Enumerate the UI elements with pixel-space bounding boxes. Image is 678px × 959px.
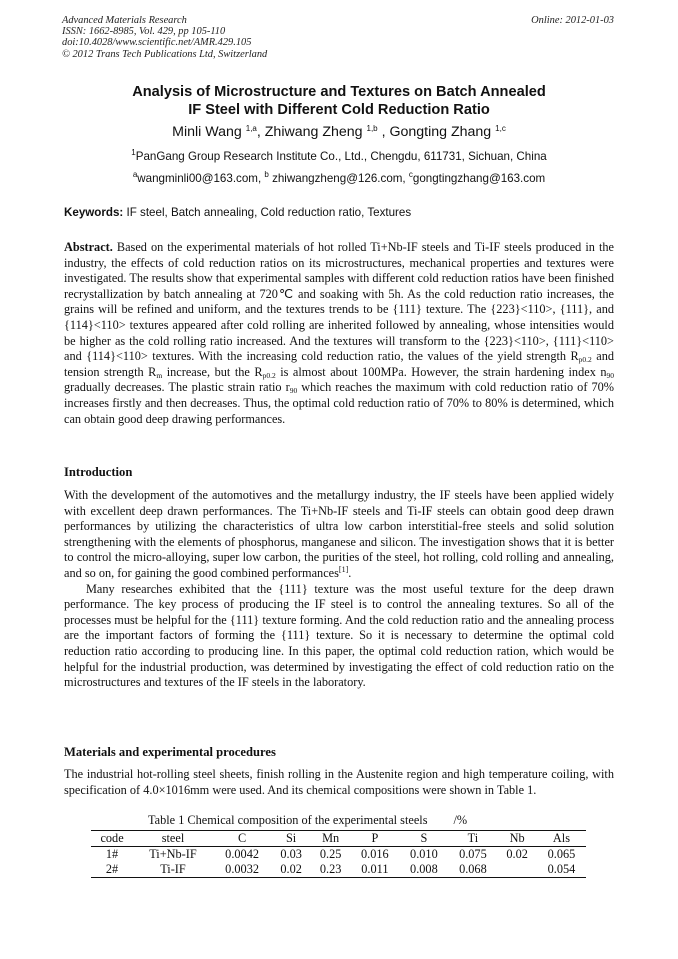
- author-name: , Zhiwang Zheng: [256, 124, 367, 140]
- col-header: Si: [285, 831, 297, 845]
- abstract: [64, 240, 614, 427]
- abstract-label: Abstract.: [64, 240, 113, 254]
- keywords-label: Keywords:: [64, 206, 124, 219]
- table-row: [91, 847, 586, 863]
- table-cell: 0.0032: [225, 862, 259, 876]
- table-cell: 0.010: [410, 847, 438, 861]
- title-line-2: IF Steel with Different Cold Reduction Ratio: [188, 102, 490, 118]
- introduction-body: [64, 488, 614, 691]
- affil-mark: 1: [131, 148, 136, 157]
- abstract-text: gradually decreases. The plastic strain ratio r: [64, 380, 290, 395]
- intro-paragraph-1: [64, 488, 614, 582]
- paragraph-text: .: [348, 565, 352, 580]
- author-name: , Gongting Zhang: [377, 124, 496, 140]
- table-cell: 1#: [105, 847, 119, 861]
- author-affil-mark: 1,b: [366, 124, 378, 133]
- table-caption: [148, 813, 467, 828]
- table-cell: 0.03: [280, 847, 302, 861]
- online-date: Online: 2012-01-03: [531, 15, 614, 26]
- subscript: p0.2: [578, 355, 592, 365]
- copyright-line: © 2012 Trans Tech Publications Ltd, Switzerland: [62, 48, 268, 60]
- table-cell: Ti-IF: [160, 862, 186, 876]
- paragraph-text: With the development of the automotives and the metallurgy industry, the IF steels have been applied widely with excellent deep drawn performances. The Ti+Nb-IF steels and Ti-IF steels can obtain good deep drawn performances by utilizing the characteristics of ultra low carbon interstitial-free steels and solid solution strengthening with the elements of phosphorus, manganese and silicon. The investigation shows that it is better to control the micro-alloying, super low carbon, the purities of the steel, hot rolling, cold rolling and annealing, and so on, for gaining the good combined performances: [64, 488, 614, 580]
- author-name: Minli Wang: [172, 124, 246, 140]
- col-header: steel: [161, 831, 185, 845]
- keywords-text: IF steel, Batch annealing, Cold reduction ratio, Textures: [123, 206, 412, 219]
- author-affil-mark: 1,a: [245, 124, 257, 133]
- abstract-text: is almost about 100MPa. However, the strain hardening index n: [275, 364, 607, 379]
- journal-name: Advanced Materials Research: [62, 15, 187, 26]
- col-header: Als: [552, 831, 570, 845]
- table-cell: 0.008: [410, 862, 438, 876]
- table-cell: 2#: [105, 862, 119, 876]
- author-emails: [0, 172, 678, 185]
- col-header: C: [237, 831, 247, 845]
- table-cell: 0.016: [361, 847, 389, 861]
- email-mark-b: b: [264, 170, 269, 179]
- table-cell: [497, 862, 537, 878]
- table-cell: Ti+Nb-IF: [149, 847, 197, 861]
- subscript: 90: [606, 370, 614, 380]
- author-list: [0, 124, 678, 140]
- table-cell: 0.02: [506, 847, 528, 861]
- table-caption-text: Table 1 Chemical composition of the experimental steels: [148, 813, 428, 827]
- citation-ref: [1]: [338, 564, 349, 574]
- col-header: Ti: [467, 831, 479, 845]
- materials-paragraph: The industrial hot-rolling steel sheets, finish rolling in the Austenite region and high temperature coiling, with specification of 4.0×1016mm were used. And its chemical compositions were shown in Table 1.: [64, 767, 614, 797]
- email-b: zhiwangzheng@126.com,: [268, 172, 409, 185]
- doi-line: doi:10.4028/www.scientific.net/AMR.429.105: [62, 37, 252, 49]
- table-cell: 0.011: [361, 862, 389, 876]
- table-cell: 0.23: [319, 862, 342, 876]
- table-cell: 0.068: [459, 862, 487, 876]
- keywords: [64, 206, 616, 219]
- table-cell: 0.054: [547, 862, 576, 876]
- subscript: p0.2: [262, 370, 276, 380]
- col-header: Nb: [509, 831, 525, 845]
- email-c: gongtingzhang@163.com: [412, 172, 546, 185]
- table-cell: 0.075: [459, 847, 487, 861]
- col-header: P: [371, 831, 379, 845]
- paper-title: [0, 83, 678, 119]
- affil-text: PanGang Group Research Institute Co., Ltd., Chengdu, 611731, Sichuan, China: [135, 150, 547, 163]
- email-mark-a: a: [132, 170, 138, 179]
- issn-line: ISSN: 1662-8985, Vol. 429, pp 105-110: [62, 26, 226, 38]
- abstract-text: increase, but the R: [162, 364, 263, 379]
- abstract-text: Based on the experimental materials of hot rolled Ti+Nb-IF steels and Ti-IF steels produced in the industry, the effects of cold reduction ratios on its microstructures, mechanical properties and textures were investigated. The results show that experimental samples with different cold reduction ratios have been finished recrystallization by batch annealing at 720℃ and soaking with 5h. As the cold reduction ratio increases, the grains will be refined and uniform, and the textures trends to be {111} texture. The {223}<110>, {111}, and {114}<110> textures appeared after cold rolling are inherited followed by annealing, whose intensities would be higher as the cold rolling ratio increased. And the textures will transform to the {223}<110>, {111}<110> and {114}<110> textures. With the increasing cold reduction ratio, the values of the yield strength R: [64, 240, 614, 364]
- table-cell: 0.02: [280, 862, 302, 876]
- author-affil-mark: 1,c: [495, 124, 506, 133]
- table-header-row: [91, 831, 586, 847]
- table-unit: /%: [453, 813, 468, 827]
- abstract-text: which reaches the maximum with cold reduction ratio of 70% increases firstly and then decreases. Thus, the optimal cold reduction ratio of 70% to 80% is determined, which can obtain good deep drawing performances.: [64, 380, 614, 426]
- journal-header: [62, 15, 267, 60]
- materials-heading: Materials and experimental procedures: [64, 745, 276, 759]
- email-mark-c: c: [408, 170, 413, 179]
- introduction-heading: Introduction: [64, 465, 133, 479]
- affiliation: [0, 150, 678, 163]
- table-cell: 0.25: [319, 847, 342, 861]
- subscript: 90: [289, 386, 298, 396]
- composition-table: [91, 830, 586, 878]
- col-header: Mn: [322, 831, 340, 845]
- col-header: S: [420, 831, 428, 845]
- col-header: code: [100, 831, 124, 845]
- table-cell: 0.0042: [225, 847, 259, 861]
- subscript: m: [156, 370, 163, 380]
- table-cell: 0.065: [547, 847, 576, 861]
- title-line-1: Analysis of Microstructure and Textures on Batch Annealed: [132, 84, 546, 100]
- email-a: wangminli00@163.com,: [137, 172, 265, 185]
- table-row: [91, 862, 586, 878]
- abstract-text: and tension strength R: [64, 349, 614, 379]
- intro-paragraph-2: Many researches exhibited that the {111} texture was the most useful texture for the deep drawn performance. The key process of producing the IF steel is to control the annealing textures. So all of the processes must be helpful for the {111} texture forming. And the cold reduction ratio and the annealing process are the important factors of forming the {111} texture. So it is necessary to determine the optimal cold reduction ratio according to producing line. In this paper, the optimal cold reduction ration, which would be helpful for the industrial production, was determined by investigating the effect of cold reduction ratio on the microstructures and textures of the IF steels in the laboratory.: [64, 581, 614, 690]
